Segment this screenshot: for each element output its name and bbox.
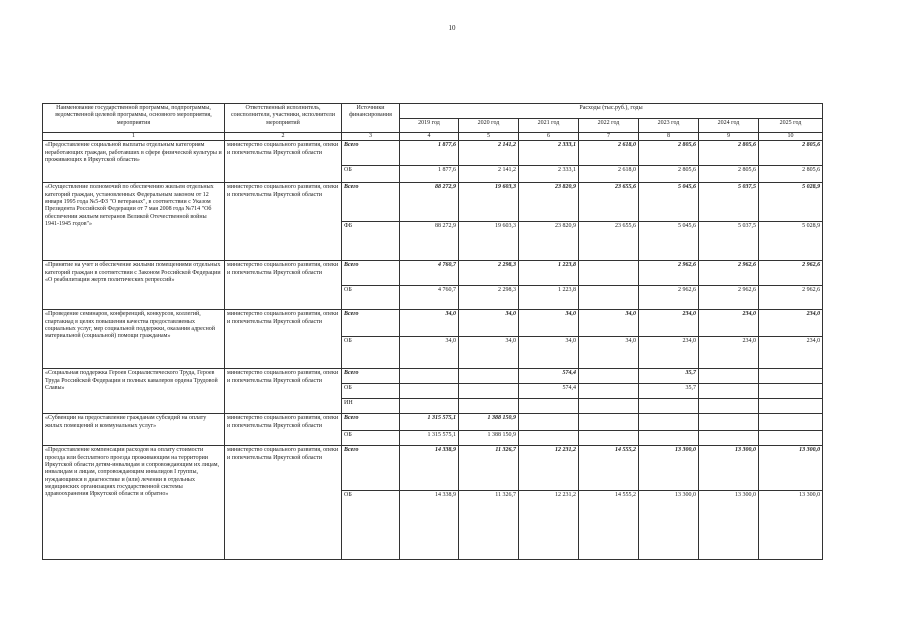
amount-cell: 23 820,9	[519, 183, 579, 222]
table-row	[43, 369, 823, 384]
funding-source: Всего	[342, 414, 400, 431]
column-index-row	[43, 133, 823, 141]
amount-cell: 2 805,6	[759, 166, 823, 183]
amount-cell: 4 760,7	[400, 261, 459, 286]
amount-cell	[579, 414, 639, 431]
amount-cell: 1 315 575,1	[400, 414, 459, 431]
amount-cell	[579, 369, 639, 384]
amount-cell: 23 655,6	[579, 183, 639, 222]
measure-executor: министерство социального развития, опеки и попечительства Иркутской области	[225, 183, 342, 261]
amount-cell	[400, 369, 459, 384]
amount-cell	[699, 399, 759, 414]
measure-executor: министерство социального развития, опеки и попечительства Иркутской области	[225, 446, 342, 560]
amount-cell	[459, 384, 519, 399]
amount-cell: 14 338,9	[400, 446, 459, 491]
amount-cell: 2 141,2	[459, 141, 519, 166]
table-body	[43, 141, 823, 560]
amount-cell: 14 555,2	[579, 446, 639, 491]
measure-executor: министерство социального развития, опеки и попечительства Иркутской области	[225, 414, 342, 446]
funding-source: ОБ	[342, 431, 400, 446]
amount-cell: 234,0	[639, 337, 699, 369]
amount-cell: 34,0	[579, 337, 639, 369]
amount-cell: 5 045,6	[639, 222, 699, 261]
amount-cell: 574,4	[519, 369, 579, 384]
amount-cell: 5 028,9	[759, 222, 823, 261]
amount-cell: 2 805,6	[699, 141, 759, 166]
amount-cell: 2 962,6	[759, 261, 823, 286]
amount-cell: 5 028,9	[759, 183, 823, 222]
column-index: 8	[639, 133, 699, 141]
amount-cell	[579, 384, 639, 399]
amount-cell	[519, 414, 579, 431]
amount-cell: 234,0	[759, 337, 823, 369]
amount-cell: 5 045,6	[639, 183, 699, 222]
column-index: 7	[579, 133, 639, 141]
amount-cell: 4 760,7	[400, 286, 459, 310]
amount-cell	[459, 399, 519, 414]
funding-source: ОБ	[342, 384, 400, 399]
amount-cell: 13 300,0	[639, 491, 699, 560]
amount-cell: 11 326,7	[459, 446, 519, 491]
amount-cell: 13 300,0	[759, 491, 823, 560]
amount-cell: 19 603,3	[459, 222, 519, 261]
funding-source: Всего	[342, 261, 400, 286]
amount-cell: 2 333,1	[519, 166, 579, 183]
measure-name: «Предоставление компенсации расходов на оплату стоимости проезда или бесплатного проезда проживающим на территории Иркутской области детям-инвалидам и сопровождающим их лицам, инвалидам и лицам, сопровождающим инвалидов I группы, нуждающимся в диагностике и (или) лечении в отдельных медицинских организациях государственной системы здравоохранения Иркутской области и обратно»	[43, 446, 225, 560]
measure-executor: министерство социального развития, опеки и попечительства Иркутской области	[225, 310, 342, 369]
measure-name: «Предоставление социальной выплаты отдельным категориям неработающих граждан, работавших в сфере физической культуры и проживающих в Иркутской области»	[43, 141, 225, 183]
table-row	[43, 183, 823, 222]
amount-cell: 2 962,6	[699, 286, 759, 310]
amount-cell	[759, 369, 823, 384]
amount-cell: 88 272,9	[400, 183, 459, 222]
amount-cell: 13 300,0	[699, 491, 759, 560]
column-index: 6	[519, 133, 579, 141]
amount-cell: 234,0	[699, 310, 759, 337]
amount-cell: 2 618,0	[579, 166, 639, 183]
measure-executor: министерство социального развития, опеки и попечительства Иркутской области	[225, 261, 342, 310]
measure-name: «Субвенции на предоставление гражданам субсидий на оплату жилых помещений и коммунальных услуг»	[43, 414, 225, 446]
column-index: 4	[400, 133, 459, 141]
amount-cell: 5 037,5	[699, 183, 759, 222]
amount-cell: 2 962,6	[639, 261, 699, 286]
header-name: Наименование государственной программы, подпрограммы, ведомственной целевой программы, основного мероприятия, мероприятия	[43, 104, 225, 133]
funding-source: ОБ	[342, 337, 400, 369]
funding-source: Всего	[342, 183, 400, 222]
year-2021: 2021 год	[519, 118, 579, 133]
year-2022: 2022 год	[579, 118, 639, 133]
funding-source: Всего	[342, 141, 400, 166]
amount-cell: 1 388 150,9	[459, 431, 519, 446]
amount-cell: 11 326,7	[459, 491, 519, 560]
year-2024: 2024 год	[699, 118, 759, 133]
amount-cell	[579, 261, 639, 286]
measure-name: «Принятие на учет и обеспечение жилыми помещениями отдельных категорий граждан в соответствии с Законом Российской Федерации «О реабилитации жертв политических репрессий»	[43, 261, 225, 310]
amount-cell	[639, 431, 699, 446]
amount-cell: 2 805,6	[699, 166, 759, 183]
funding-source: Всего	[342, 369, 400, 384]
amount-cell: 35,7	[639, 369, 699, 384]
funding-source: Всего	[342, 310, 400, 337]
amount-cell	[759, 384, 823, 399]
amount-cell: 234,0	[759, 310, 823, 337]
amount-cell: 12 231,2	[519, 446, 579, 491]
amount-cell	[699, 384, 759, 399]
amount-cell: 2 805,6	[639, 166, 699, 183]
amount-cell	[579, 286, 639, 310]
amount-cell: 23 655,6	[579, 222, 639, 261]
column-index: 10	[759, 133, 823, 141]
amount-cell	[519, 431, 579, 446]
amount-cell: 1 223,8	[519, 286, 579, 310]
amount-cell: 13 300,0	[639, 446, 699, 491]
amount-cell: 2 962,6	[639, 286, 699, 310]
amount-cell: 2 805,6	[639, 141, 699, 166]
measure-name: «Осуществление полномочий по обеспечению жильем отдельных категорий граждан, установленных Федеральным законом от 12 января 1995 года №5-ФЗ "О ветеранах", в соответствии с Указом Президента Российской Федерации от 7 мая 2008 года №714 "Об обеспечении жильем ветеранов Великой Отечественной войны 1941-1945 годов"»	[43, 183, 225, 261]
amount-cell	[699, 431, 759, 446]
measure-name: «Проведение семинаров, конференций, конкурсов, коллегий, спартакиад в целях повышения качества предоставляемых социальных услуг, мер социальной поддержки, оказания адресной материальной (социальной) помощи гражданам»	[43, 310, 225, 369]
amount-cell: 88 272,9	[400, 222, 459, 261]
funding-source: ФБ	[342, 222, 400, 261]
page-number: 10	[448, 24, 456, 32]
amount-cell: 2 298,3	[459, 286, 519, 310]
amount-cell	[400, 399, 459, 414]
measure-name: «Социальная поддержка Героев Социалистического Труда, Героев Труда Российской Федерации и полных кавалеров ордена Трудовой Славы»	[43, 369, 225, 414]
header-expenses: Расходы (тыс.руб.), годы	[400, 104, 823, 119]
amount-cell: 2 805,6	[759, 141, 823, 166]
table-row	[43, 414, 823, 431]
amount-cell: 14 338,9	[400, 491, 459, 560]
amount-cell	[519, 399, 579, 414]
header-row	[43, 104, 823, 119]
amount-cell: 34,0	[579, 310, 639, 337]
amount-cell: 1 388 150,9	[459, 414, 519, 431]
table-row	[43, 446, 823, 491]
amount-cell	[459, 369, 519, 384]
amount-cell	[639, 414, 699, 431]
amount-cell	[759, 431, 823, 446]
header-source: Источники финансирования	[342, 104, 400, 133]
funding-source: Всего	[342, 446, 400, 491]
amount-cell: 34,0	[400, 310, 459, 337]
amount-cell: 574,4	[519, 384, 579, 399]
year-2025: 2025 год	[759, 118, 823, 133]
column-index: 2	[225, 133, 342, 141]
amount-cell: 1 315 575,1	[400, 431, 459, 446]
funding-source: ОБ	[342, 166, 400, 183]
amount-cell: 14 555,2	[579, 491, 639, 560]
column-index: 5	[459, 133, 519, 141]
column-index: 1	[43, 133, 225, 141]
table-row	[43, 261, 823, 286]
amount-cell	[579, 431, 639, 446]
amount-cell: 19 603,3	[459, 183, 519, 222]
amount-cell: 2 962,6	[699, 261, 759, 286]
amount-cell	[759, 414, 823, 431]
amount-cell: 2 618,0	[579, 141, 639, 166]
amount-cell: 35,7	[639, 384, 699, 399]
year-2019: 2019 год	[400, 118, 459, 133]
amount-cell: 23 820,9	[519, 222, 579, 261]
column-index: 9	[699, 133, 759, 141]
measure-executor: министерство социального развития, опеки и попечительства Иркутской области	[225, 369, 342, 414]
amount-cell	[579, 399, 639, 414]
amount-cell: 34,0	[459, 337, 519, 369]
amount-cell	[759, 399, 823, 414]
budget-table	[42, 103, 823, 560]
year-2023: 2023 год	[639, 118, 699, 133]
amount-cell: 13 300,0	[759, 446, 823, 491]
amount-cell: 234,0	[639, 310, 699, 337]
funding-source: ИН	[342, 399, 400, 414]
amount-cell: 2 333,1	[519, 141, 579, 166]
amount-cell: 234,0	[699, 337, 759, 369]
amount-cell	[699, 414, 759, 431]
amount-cell: 2 141,2	[459, 166, 519, 183]
amount-cell: 12 231,2	[519, 491, 579, 560]
year-2020: 2020 год	[459, 118, 519, 133]
funding-source: ОБ	[342, 286, 400, 310]
amount-cell: 2 962,6	[759, 286, 823, 310]
measure-executor: министерство социального развития, опеки и попечительства Иркутской области	[225, 141, 342, 183]
amount-cell: 1 223,8	[519, 261, 579, 286]
table-row	[43, 141, 823, 166]
amount-cell: 34,0	[400, 337, 459, 369]
amount-cell: 13 300,0	[699, 446, 759, 491]
amount-cell: 34,0	[519, 310, 579, 337]
header-executor: Ответственный исполнитель, соисполнители, участники, исполнители мероприятий	[225, 104, 342, 133]
amount-cell: 2 298,3	[459, 261, 519, 286]
amount-cell	[639, 399, 699, 414]
amount-cell: 5 037,5	[699, 222, 759, 261]
table-row	[43, 310, 823, 337]
amount-cell: 34,0	[459, 310, 519, 337]
funding-source: ОБ	[342, 491, 400, 560]
amount-cell: 1 877,6	[400, 141, 459, 166]
amount-cell: 34,0	[519, 337, 579, 369]
amount-cell	[400, 384, 459, 399]
amount-cell	[699, 369, 759, 384]
amount-cell: 1 877,6	[400, 166, 459, 183]
column-index: 3	[342, 133, 400, 141]
